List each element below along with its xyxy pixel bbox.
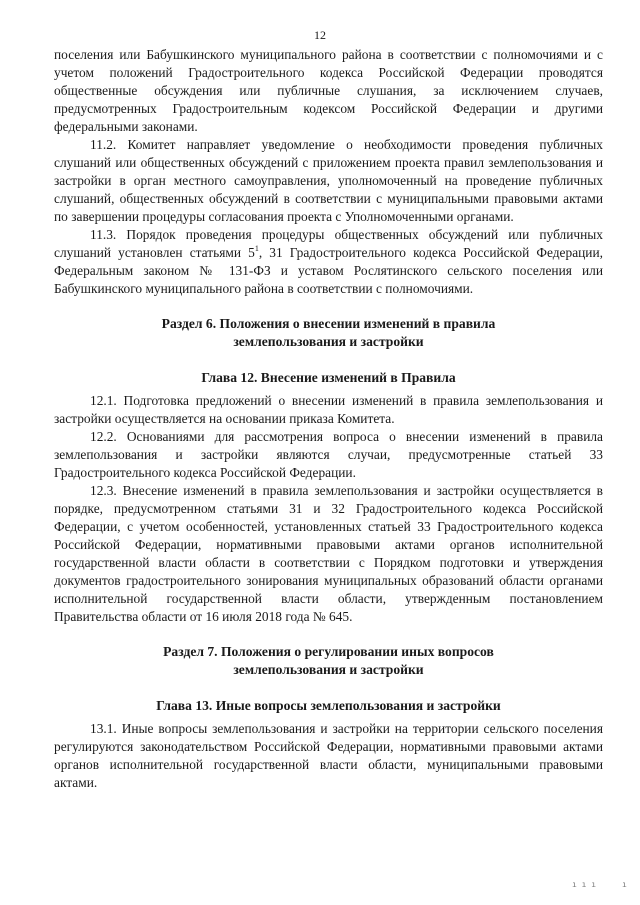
scan-artifact-mark: ı xyxy=(622,880,627,889)
paragraph-12-2: 12.2. Основаниями для рассмотрения вопроса о внесении изменений в правила землепользования и застройки являются случаи, предусмотренные статьей 33 Градостроительного кодекса Российской Федерации. xyxy=(54,429,603,480)
paragraph-12-1: 12.1. Подготовка предложений о внесении изменений в правила землепользования и застройки осуществляется на основании приказа Комитета. xyxy=(54,393,603,426)
section-6-title xyxy=(54,315,603,351)
section-7-title-line-2: землепользования и застройки xyxy=(233,662,424,677)
paragraph-11-3-superscript: 1 xyxy=(254,243,259,253)
paragraph-11-3 xyxy=(54,226,603,298)
page-number: 12 xyxy=(314,28,326,42)
paragraph-11-3-text-b: , 31 Градостроительного кодекса Российской Федерации, Федеральным законом № 131-ФЗ и уставом Рослятинского сельского поселения или Бабушкинского муниципального района в соответствии с полномочиями. xyxy=(54,245,603,296)
scan-artifact-mark: ı ı ı xyxy=(572,880,597,889)
chapter-12-title: Глава 12. Внесение изменений в Правила xyxy=(201,370,456,385)
page-content xyxy=(54,46,603,792)
chapter-13-title: Глава 13. Иные вопросы землепользования и застройки xyxy=(156,698,501,713)
paragraph-continuation: поселения или Бабушкинского муниципального района в соответствии с полномочиями и с учетом положений Градостроительного кодекса Российской Федерации проводятся общественные обсуждения или публичные слушания, за исключением случаев, предусмотренных Градостроительным кодексом Российской Федерации и другими федеральными законами. xyxy=(54,47,603,134)
section-6-title-line-1: Раздел 6. Положения о внесении изменений в правила xyxy=(161,316,496,331)
paragraph-11-3-text-a: 11.3. Порядок проведения процедуры общественных обсуждений или публичных слушаний установлен статьями 5 xyxy=(54,227,603,260)
paragraph-11-2: 11.2. Комитет направляет уведомление о необходимости проведения публичных слушаний или общественных обсуждений с приложением проекта правил землепользования и застройки в орган местного самоуправления, уполномоченный на проведение публичных слушаний, общественных обсуждений в соответствии с муниципальными правовыми актами по завершении процедуры согласования проекта с Уполномоченными органами. xyxy=(54,137,603,224)
paragraph-13-1: 13.1. Иные вопросы землепользования и застройки на территории сельского поселения регулируются законодательством Российской Федерации, нормативными правовыми актами органов исполнительной государственной власти области, муниципальными правовыми актами. xyxy=(54,721,603,790)
paragraph-12-3: 12.3. Внесение изменений в правила землепользования и застройки осуществляется в порядке, предусмотренном статьями 31 и 32 Градостроительного кодекса Российской Федерации, с учетом особенностей, установленных статьей 33 Градостроительного кодекса Российской Федерации, нормативными правовыми актами органов исполнительной государственной власти области в соответствии с Порядком подготовки и утверждения документов градостроительного зонирования муниципальных образований области органами исполнительной государственной власти области, утвержденным постановлением Правительства области от 16 июля 2018 года № 645. xyxy=(54,483,603,624)
section-7-title xyxy=(54,643,603,679)
section-6-title-line-2: землепользования и застройки xyxy=(233,334,424,349)
section-7-title-line-1: Раздел 7. Положения о регулировании иных вопросов xyxy=(163,644,494,659)
